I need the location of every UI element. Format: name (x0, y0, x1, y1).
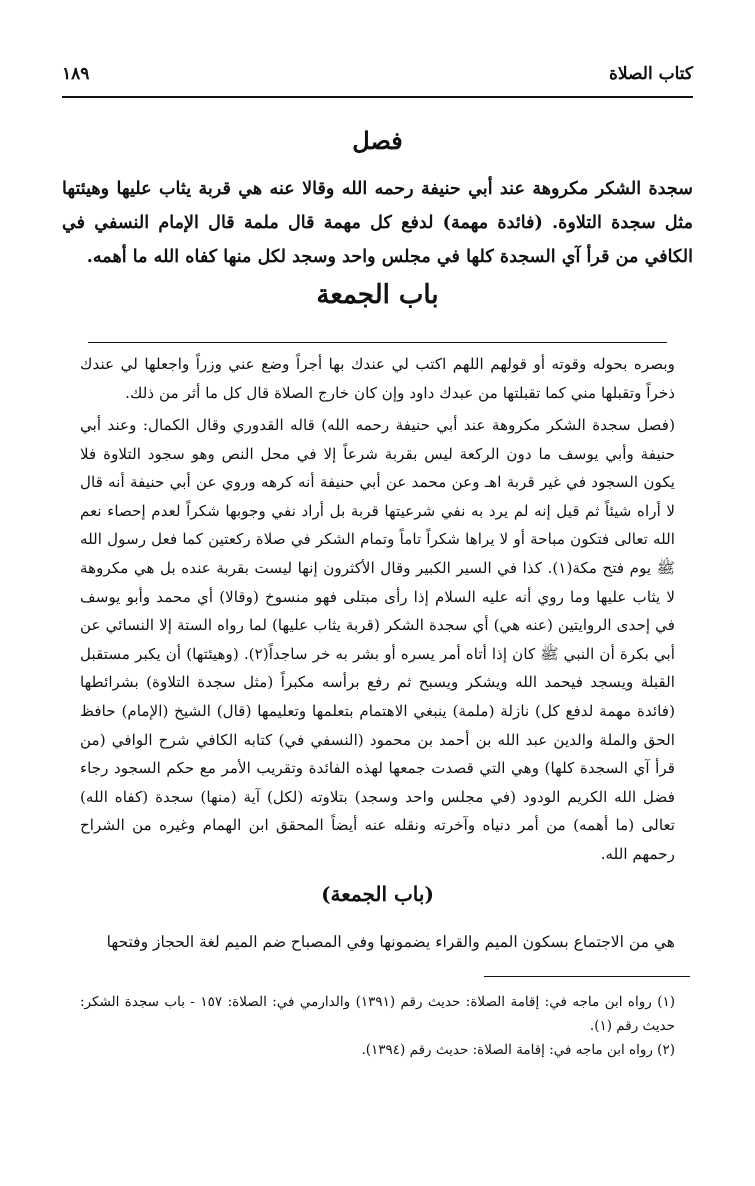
commentary-body (80, 411, 675, 869)
sub-text: هي من الاجتماع بسكون الميم والقراء يضمونها وفي المصباح ضم الميم لغة الحجاز وفتحها (106, 933, 675, 951)
running-title: كتاب الصلاة (608, 64, 693, 84)
commentary-intro (80, 350, 675, 407)
commentary-body-text: (فصل سجدة الشكر مكروهة عند أبي حنيفة رحمه الله) قاله القدوري وقال الكمال: وعند أبي حنيفة وأبي يوسف ما دون الركعة ليس بقربة شرعاً إلا في محل النص وهو سجود التلاوة فلا يكون السجود في غير قربة اهـ وعن محمد عن أبي حنيفة أنه كرهه وروي عن أبي حنيفة أنه قال لا أراه شيئاً ثم قيل إنه لم يرد به نفي شرعيتها قربة بل أراد نفي وجوبها شكراً لعدم إحصاء نعم الله تعالى فتكون مباحة أو لا يراها شكراً تاماً وتمام الشكر في صلاة ركعتين كما فعل رسول الله ﷺ يوم فتح مكة(١). كذا في السير الكبير وقال الأكثرون إنها ليست بقربة عنده بل هي مكروهة لا يثاب عليها وما روي أنه عليه السلام إذا رأى مبتلى فهو منسوخ (وقالا) أي محمد وأبو يوسف في إحدى الروايتين (عنه هي) أي سجدة الشكر (قربة يثاب عليها) لما رواه الستة إلا النسائي عن أبي بكرة أن النبي ﷺ كان إذا أتاه أمر يسره أو بشر به خر ساجداً(٢). (وهيئتها) أن يكبر مستقبل القبلة ويسجد فيحمد الله ويشكر ويسبح ثم رفع برأسه مكبراً (مثل سجدة التلاوة) بشرائطها (فائدة مهمة لدفع كل) نازلة (ملمة) ينبغي الاهتمام بتعلمها وتعليمها (قال) الشيخ (الإمام) حافظ الحق والملة والدين عبد الله بن أحمد بن محمود (النسفي في) كتابه الكافي شرح الوافي (من قرأ آي السجدة كلها) وهي التي قصدت جمعها لهذه الفائدة وتقريب الأمر مع حكم السجود رجاء فضل الله الكريم الودود (في مجلس واحد وسجد) بتلاوته (لكل) آية (منها) سجدة (كفاه الله) تعالى (ما أهمه) من أمر دنياه وآخرته ونقله عنه أيضاً المحقق ابن الهمام وغيره من الشراح رحمهم الله. (80, 416, 676, 863)
commentary-intro-text: وبصره بحوله وقوته أو قولهم اللهم اكتب لي عندك بها أجراً وضع عني وزراً واجعلها لي عندك ذخراً وتقبلها مني كما تقبلتها من عبدك داود وإن كان خارج الصلاة قال كل ما أثر من ذلك. (80, 355, 675, 402)
running-header (62, 64, 693, 92)
footnote-rule (484, 976, 690, 977)
commentary-rule (88, 342, 667, 343)
section-heading: فصل (352, 126, 403, 155)
footnote-1: (١) رواه ابن ماجه في: إقامة الصلاة: حديث رقم (١٣٩١) والدارمي في: الصلاة: ١٥٧ - باب سجدة الشكر: حديث رقم (١). (80, 994, 676, 1034)
footnotes (80, 990, 675, 1062)
chapter-heading: باب الجمعة (316, 280, 439, 310)
header-rule (62, 96, 693, 98)
footnote-2: (٢) رواه ابن ماجه في: إقامة الصلاة: حديث رقم (١٣٩٤). (361, 1042, 675, 1058)
sub-heading: (باب الجمعة) (321, 882, 434, 906)
page-number: ١٨٩ (62, 64, 90, 84)
main-text: سجدة الشكر مكروهة عند أبي حنيفة رحمه الله وقالا عنه هي قربة يثاب عليها وهيئتها مثل سجدة التلاوة. (فائدة مهمة) لدفع كل مهمة قال ملمة قال الإمام النسفي في الكافي من قرأ آي السجدة كلها في مجلس واحد وسجد لكل منها كفاه الله ما أهمه. (62, 178, 693, 267)
